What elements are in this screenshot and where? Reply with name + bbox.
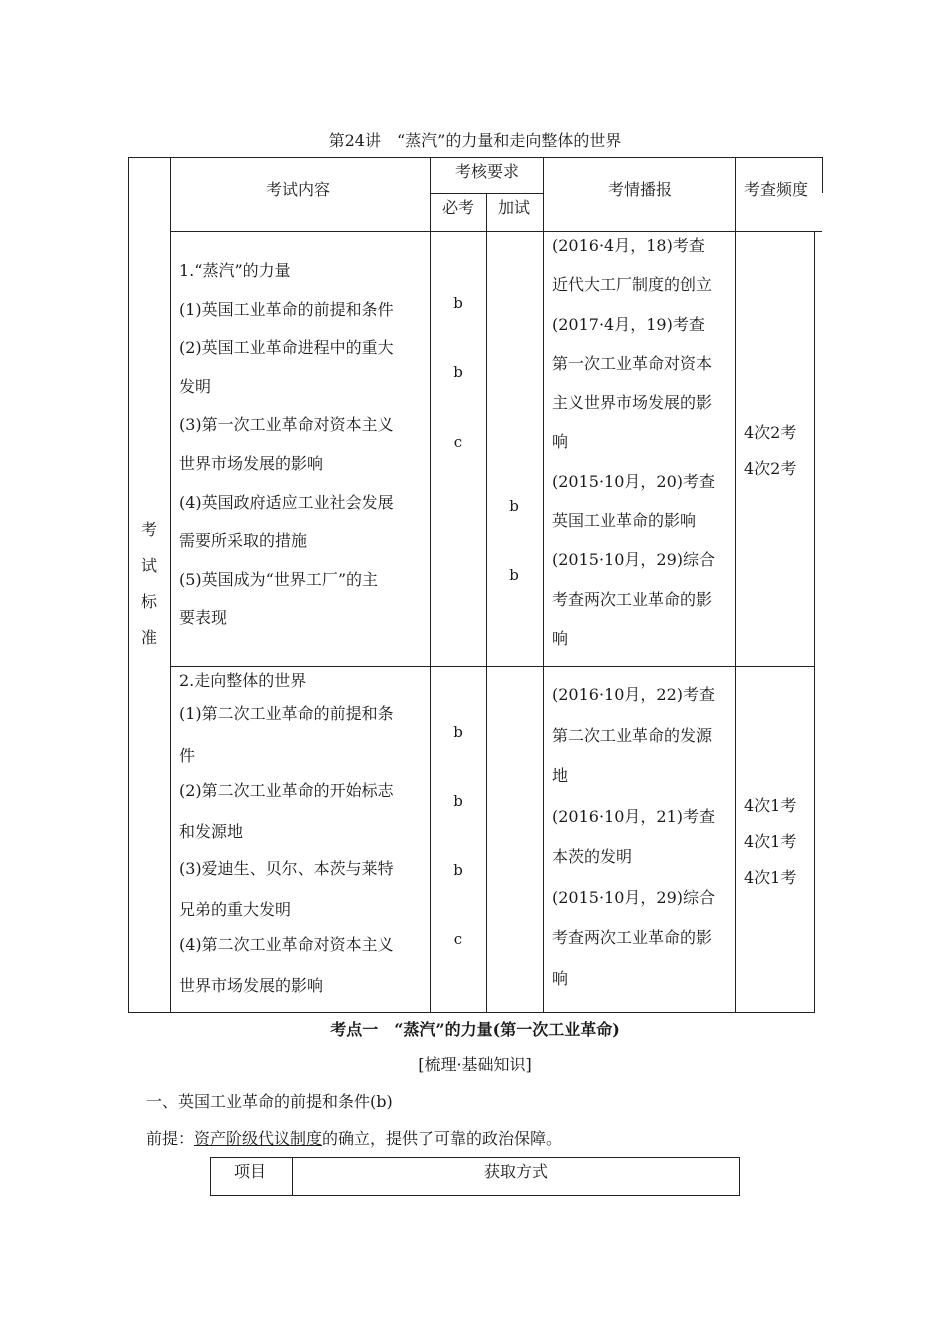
method-table-header-method: 获取方式 [484,1162,549,1181]
header-required: 必考 [442,198,475,217]
content-line: (1)英国工业革命的前提和条件 [179,299,394,319]
exam-info-line: 第二次工业革命的发源 [552,725,713,745]
content-line: 要表现 [179,608,228,628]
exam-info-line: (2016·10月，21)考查 [552,806,716,826]
exam-info-line: 第一次工业革命对资本 [552,353,713,373]
table-border [128,1012,815,1013]
extra-letter: b [509,497,519,515]
page-title: 第24讲 “蒸汽”的力量和走向整体的世界 [328,131,622,150]
exam-info-line: (2015·10月，20)考查 [552,471,716,491]
exam-info-line: (2015·10月，29)综合 [552,887,716,907]
exam-info-line: (2017·4月，19)考查 [552,314,705,334]
table-border [210,1195,740,1196]
content-line: 2.走向整体的世界 [179,671,307,690]
side-label-char: 试 [140,556,157,575]
section2-content [179,671,394,996]
content-line: 兄弟的重大发明 [179,900,292,919]
side-label [138,512,160,656]
content-line: 和发源地 [179,822,244,841]
table-border [822,157,823,193]
premise-suffix: 的确立，提供了可靠的政治保障。 [322,1129,563,1148]
header-content: 考试内容 [266,180,331,199]
exam-info-line: 响 [552,432,569,452]
kaodian-subheading: [梳理·基础知识] [418,1055,532,1074]
section2-frequency [744,788,796,896]
req-letter: b [453,363,463,381]
exam-info-line: (2016·10月，22)考查 [552,685,716,704]
frequency-item: 4次1考 [744,832,797,851]
section2-exam-info [552,685,715,1009]
req-letter: c [453,930,463,948]
table-border [739,1157,740,1196]
table-border [735,157,736,1013]
req-letter: b [453,792,463,810]
req-letter: b [453,723,463,741]
exam-info-line: 地 [552,766,569,785]
section1-extra [486,497,542,586]
content-line: (2)第二次工业革命的开始标志 [179,781,394,800]
section1-frequency [744,415,796,487]
content-line: (2)英国工业革命进程中的重大 [179,338,394,358]
section1-exam-info [552,236,715,668]
kaodian-heading: 考点一 “蒸汽”的力量(第一次工业革命) [330,1020,620,1039]
section2-required [430,723,486,950]
content-line: (5)英国成为“世界工厂”的主 [179,569,379,589]
header-extra: 加试 [498,198,531,217]
side-label-char: 准 [140,628,157,647]
table-border [210,1157,211,1196]
header-frequency: 考查频度 [744,180,809,199]
method-table-header-item: 项目 [234,1162,267,1181]
exam-info-line: 近代大工厂制度的创立 [552,275,713,295]
exam-info-line: (2015·10月，29)综合 [552,550,716,570]
premise-prefix: 前提： [146,1129,195,1148]
frequency-item: 4次2考 [744,423,797,442]
premise-line [146,1126,562,1149]
premise-underlined: 资产阶级代议制度 [194,1129,323,1148]
frequency-item: 4次1考 [744,868,797,887]
table-border [486,193,487,1013]
content-line: 1.“蒸汽”的力量 [179,261,291,280]
content-line: (4)英国政府适应工业社会发展 [179,492,394,512]
section1-required [430,294,486,453]
frequency-item: 4次1考 [744,796,797,815]
table-border [170,157,171,1013]
table-border [543,157,544,1013]
exam-info-line: 主义世界市场发展的影 [552,393,713,413]
side-label-char: 考 [140,520,157,539]
req-letter: b [453,861,463,879]
exam-info-line: 考查两次工业革命的影 [552,589,713,609]
content-line: 件 [179,746,196,765]
table-border [814,231,815,1013]
table-border [292,1157,293,1196]
req-letter: b [453,294,463,312]
req-letter: c [453,433,463,451]
header-requirement: 考核要求 [455,162,520,181]
table-border [170,231,822,232]
table-border [170,666,815,667]
side-label-char: 标 [140,592,157,611]
content-line: (1)第二次工业革命的前提和条 [179,704,394,723]
exam-info-line: 响 [552,968,569,988]
exam-info-line: 考查两次工业革命的影 [552,928,713,947]
content-line: 世界市场发展的影响 [179,453,324,473]
point1-text: 一、英国工业革命的前提和条件(b) [146,1092,393,1111]
table-border [210,1157,740,1158]
exam-info-line: 英国工业革命的影响 [552,511,697,531]
exam-info-line: 本茨的发明 [552,847,633,866]
frequency-item: 4次2考 [744,459,797,478]
extra-letter: b [509,566,519,584]
section1-content [179,261,394,647]
content-line: 发明 [179,376,212,396]
content-line: (3)第一次工业革命对资本主义 [179,415,394,435]
exam-info-line: (2016·4月，18)考查 [552,236,705,255]
content-line: (4)第二次工业革命对资本主义 [179,935,394,954]
content-line: (3)爱迪生、贝尔、本茨与莱特 [179,859,394,878]
content-line: 世界市场发展的影响 [179,976,324,995]
table-border [128,157,129,1013]
exam-info-line: 响 [552,628,569,648]
table-border [128,157,823,158]
header-exam-info: 考情播报 [608,180,673,199]
content-line: 需要所采取的措施 [179,531,308,551]
